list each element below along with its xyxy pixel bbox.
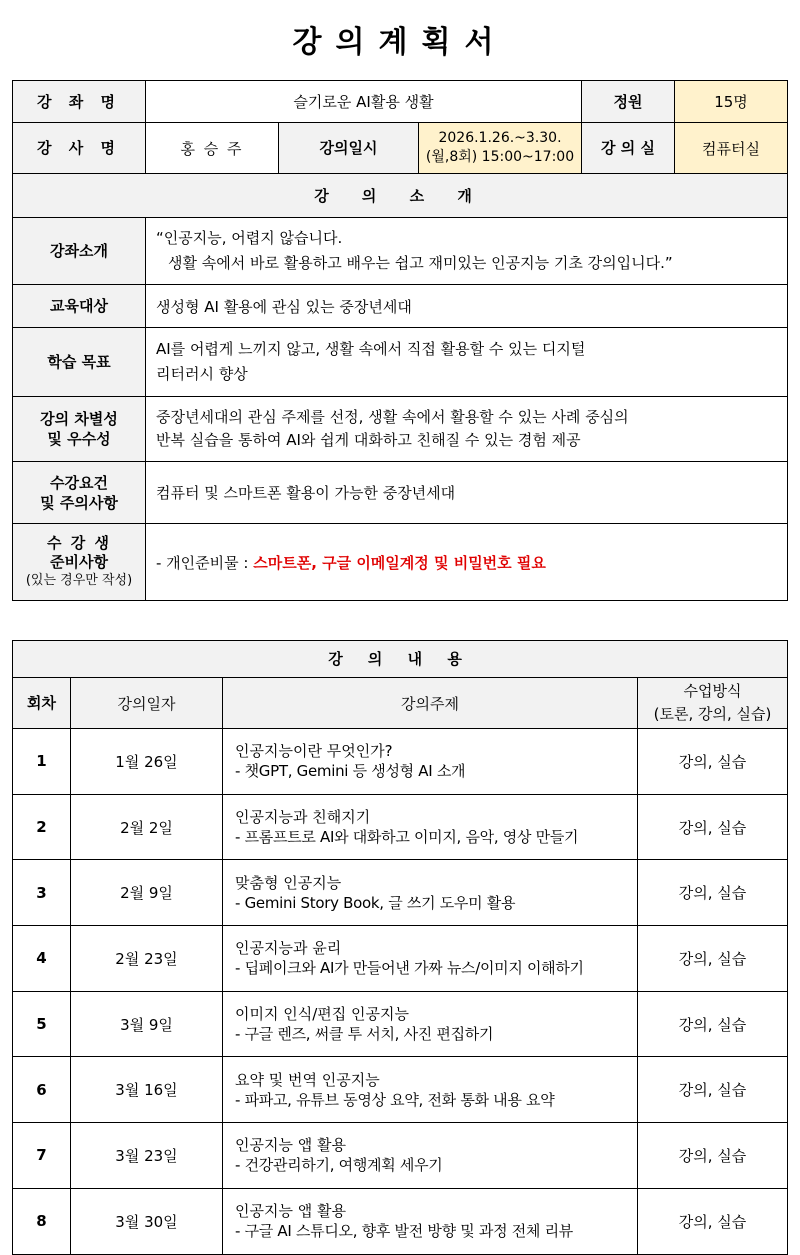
col-round-header: 회차 (13, 678, 71, 729)
lesson-topic: 인공지능 앱 활용 (235, 1136, 346, 1155)
merit-label (13, 397, 146, 462)
target-value: 생성형 AI 활용에 관심 있는 중장년세대 (146, 285, 788, 328)
lesson-detail: - 파파고, 유튜브 동영상 요약, 전화 통화 내용 요약 (235, 1090, 555, 1109)
lesson-detail: - 딥페이크와 AI가 만들어낸 가짜 뉴스/이미지 이해하기 (235, 959, 584, 978)
preparation-label (13, 524, 146, 601)
schedule-label: 강의일시 (279, 123, 419, 174)
preparation-highlight: 스마트폰, 구글 이메일계정 및 비밀번호 필요 (253, 553, 546, 572)
table-row (13, 1188, 788, 1254)
lesson-date: 3월 30일 (71, 1188, 223, 1254)
lesson-topic: 요약 및 번역 인공지능 (235, 1070, 380, 1089)
summary-value (146, 218, 788, 285)
col-date-header: 강의일자 (71, 678, 223, 729)
lesson-method: 강의, 실습 (638, 1057, 788, 1123)
target-label: 교육대상 (13, 285, 146, 328)
lesson-date: 2월 2일 (71, 794, 223, 860)
schedule-time: (월,8회) 15:00~17:00 (425, 149, 575, 165)
table-row (13, 729, 788, 795)
lesson-date: 1월 26일 (71, 729, 223, 795)
round-number: 6 (13, 1057, 71, 1123)
goal-value (146, 328, 788, 397)
content-section-title: 강 의 내 용 (13, 641, 788, 678)
requirements-value: 컴퓨터 및 스마트폰 활용이 가능한 중장년세대 (146, 462, 788, 524)
summary-label: 강좌소개 (13, 218, 146, 285)
room-value: 컴퓨터실 (675, 123, 788, 174)
col-method-header-line-2: (토론, 강의, 실습) (653, 705, 772, 723)
instructor-label: 강 사 명 (13, 123, 146, 174)
table-row (13, 794, 788, 860)
lesson-method: 강의, 실습 (638, 794, 788, 860)
course-name-label: 강 좌 명 (13, 81, 146, 123)
summary-line-1: “인공지능, 어렵지 않습니다. (156, 229, 343, 247)
lesson-method: 강의, 실습 (638, 926, 788, 992)
merit-label-line-2: 및 우수성 (47, 430, 111, 448)
table-row (13, 1057, 788, 1123)
preparation-prefix: - 개인준비물 : (156, 553, 254, 572)
requirements-label-line-2: 및 주의사항 (40, 493, 118, 512)
room-label: 강 의 실 (582, 123, 675, 174)
preparation-value (146, 524, 788, 601)
schedule-value (419, 123, 582, 174)
capacity-value: 15명 (675, 81, 788, 123)
preparation-label-line-1: 수 강 생 (47, 534, 111, 552)
lesson-topic: 이미지 인식/편집 인공지능 (235, 1005, 409, 1024)
lesson-method: 강의, 실습 (638, 991, 788, 1057)
lesson-topic-cell (223, 991, 638, 1057)
lesson-topic-cell (223, 1188, 638, 1254)
goal-label: 학습 목표 (13, 328, 146, 397)
lesson-topic: 인공지능이란 무엇인가? (235, 742, 393, 761)
lesson-date: 3월 16일 (71, 1057, 223, 1123)
lesson-topic-cell (223, 794, 638, 860)
table-row (13, 926, 788, 992)
col-method-header (638, 678, 788, 729)
lesson-method: 강의, 실습 (638, 860, 788, 926)
lesson-detail: - 구글 AI 스튜디오, 향후 발전 방향 및 과정 전체 리뷰 (235, 1222, 573, 1241)
lesson-detail: - 건강관리하기, 여행계획 세우기 (235, 1156, 443, 1175)
lesson-topic: 인공지능 앱 활용 (235, 1202, 346, 1221)
course-info-table (12, 80, 788, 601)
round-number: 2 (13, 794, 71, 860)
round-number: 5 (13, 991, 71, 1057)
lesson-topic-cell (223, 1057, 638, 1123)
lesson-topic: 인공지능과 윤리 (235, 939, 342, 958)
table-row (13, 1123, 788, 1189)
lesson-topic-cell (223, 926, 638, 992)
lesson-date: 3월 23일 (71, 1123, 223, 1189)
lesson-detail: - 구글 렌즈, 써클 투 서치, 사진 편집하기 (235, 1025, 494, 1044)
round-number: 1 (13, 729, 71, 795)
lesson-topic: 인공지능과 친해지기 (235, 808, 371, 827)
schedule-dates: 2026.1.26.~3.30. (438, 130, 562, 146)
round-number: 7 (13, 1123, 71, 1189)
round-number: 4 (13, 926, 71, 992)
content-rows (13, 729, 788, 1255)
merit-line-2: 반복 실습을 통하여 AI와 쉽게 대화하고 친해질 수 있는 경험 제공 (156, 431, 581, 449)
lesson-topic-cell (223, 1123, 638, 1189)
col-method-header-line-1: 수업방식 (683, 682, 742, 700)
lesson-date: 3월 9일 (71, 991, 223, 1057)
lesson-topic-cell (223, 860, 638, 926)
round-number: 8 (13, 1188, 71, 1254)
summary-line-2: 생활 속에서 바로 활용하고 배우는 쉽고 재미있는 인공지능 기초 강의입니다.” (168, 254, 673, 272)
lesson-detail: - 프롬프트로 AI와 대화하고 이미지, 음악, 영상 만들기 (235, 828, 579, 847)
merit-label-line-1: 강의 차별성 (40, 410, 118, 428)
course-name-value: 슬기로운 AI활용 생활 (146, 81, 582, 123)
preparation-label-line-2: 준비사항 (50, 553, 108, 571)
lesson-method: 강의, 실습 (638, 729, 788, 795)
lesson-date: 2월 9일 (71, 860, 223, 926)
merit-line-1: 중장년세대의 관심 주제를 선정, 생활 속에서 활용할 수 있는 사례 중심의 (156, 408, 629, 426)
table-row (13, 860, 788, 926)
intro-section-title: 강 의 소 개 (13, 174, 788, 218)
lesson-method: 강의, 실습 (638, 1123, 788, 1189)
course-content-table (12, 640, 788, 1255)
instructor-value: 홍 승 주 (146, 123, 279, 174)
requirements-label-line-1: 수강요건 (50, 473, 108, 492)
requirements-label (13, 462, 146, 524)
round-number: 3 (13, 860, 71, 926)
lesson-topic-cell (223, 729, 638, 795)
capacity-label: 정원 (582, 81, 675, 123)
goal-line-2: 리터러시 향상 (156, 365, 248, 383)
table-row (13, 991, 788, 1057)
lesson-topic: 맞춤형 인공지능 (235, 873, 342, 892)
lesson-date: 2월 23일 (71, 926, 223, 992)
lesson-detail: - Gemini Story Book, 글 쓰기 도우미 활용 (235, 893, 516, 912)
col-topic-header: 강의주제 (223, 678, 638, 729)
goal-line-1: AI를 어렵게 느끼지 않고, 생활 속에서 직접 활용할 수 있는 디지털 (156, 340, 586, 358)
preparation-label-note: (있는 경우만 작성) (25, 573, 133, 588)
lesson-method: 강의, 실습 (638, 1188, 788, 1254)
document-title: 강의계획서 (292, 25, 508, 60)
merit-value (146, 397, 788, 462)
lesson-detail: - 챗GPT, Gemini 등 생성형 AI 소개 (235, 762, 466, 781)
